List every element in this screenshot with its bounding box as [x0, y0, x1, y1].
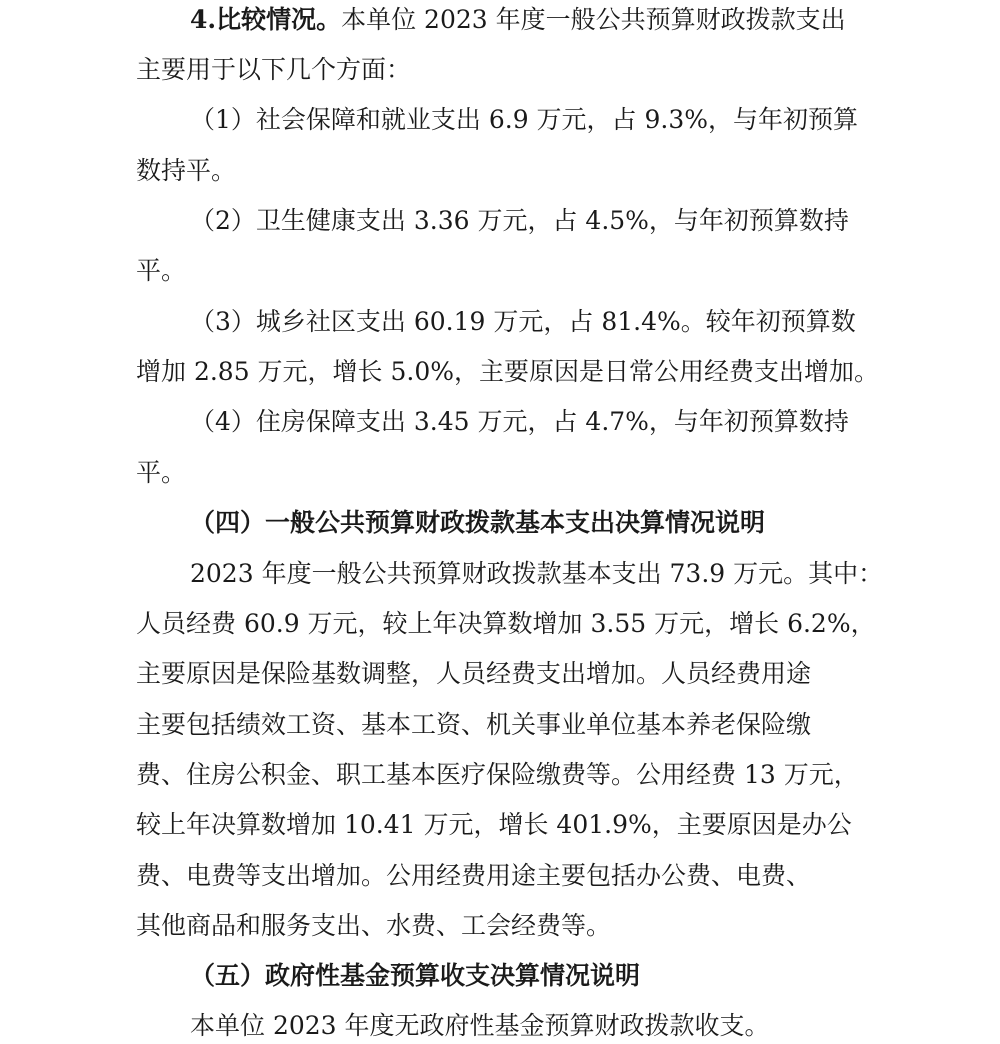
section-4-paragraph-line: 较上年决算数增加 10.41 万元，增长 401.9%，主要原因是办公 [136, 810, 852, 839]
section-4-paragraph-line: 主要原因是保险基数调整，人员经费支出增加。人员经费用途 [136, 659, 812, 688]
section-5-heading: （五）政府性基金预算收支决算情况说明 [190, 961, 641, 990]
item-2-line-1: （2）卫生健康支出 3.36 万元，占 4.5%，与年初预算数持 [190, 206, 849, 235]
comparison-heading: 4.比较情况。 [190, 5, 342, 34]
comparison-intro-text: 本单位 2023 年度一般公共预算财政拨款支出 [341, 5, 846, 34]
comparison-paragraph-line [190, 3, 846, 37]
section-4-paragraph-line: 人员经费 60.9 万元，较上年决算数增加 3.55 万元，增长 6.2%， [136, 609, 876, 638]
section-4-paragraph-line: 费、电费等支出增加。公用经费用途主要包括办公费、电费、 [136, 861, 812, 890]
item-1-line-2: 数持平。 [136, 156, 237, 185]
section-4-heading: （四）一般公共预算财政拨款基本支出决算情况说明 [190, 508, 766, 537]
section-4-paragraph-line: 费、住房公积金、职工基本医疗保险缴费等。公用经费 13 万元， [136, 760, 859, 789]
comparison-intro-continuation: 主要用于以下几个方面： [136, 55, 412, 84]
item-4-line-2: 平。 [136, 458, 187, 487]
section-4-paragraph-line: 2023 年度一般公共预算财政拨款基本支出 73.9 万元。其中： [190, 559, 884, 588]
section-5-body: 本单位 2023 年度无政府性基金预算财政拨款收支。 [190, 1011, 770, 1040]
item-2-line-2: 平。 [136, 256, 187, 285]
item-4-line-1: （4）住房保障支出 3.45 万元，占 4.7%，与年初预算数持 [190, 407, 849, 436]
item-1-line-1: （1）社会保障和就业支出 6.9 万元，占 9.3%，与年初预算 [190, 105, 859, 134]
section-4-paragraph-line: 主要包括绩效工资、基本工资、机关事业单位基本养老保险缴 [136, 710, 812, 739]
item-3-line-1: （3）城乡社区支出 60.19 万元，占 81.4%。较年初预算数 [190, 307, 856, 336]
section-4-paragraph-line: 其他商品和服务支出、水费、工会经费等。 [136, 911, 612, 940]
item-3-line-2: 增加 2.85 万元，增长 5.0%，主要原因是日常公用经费支出增加。 [136, 357, 880, 386]
